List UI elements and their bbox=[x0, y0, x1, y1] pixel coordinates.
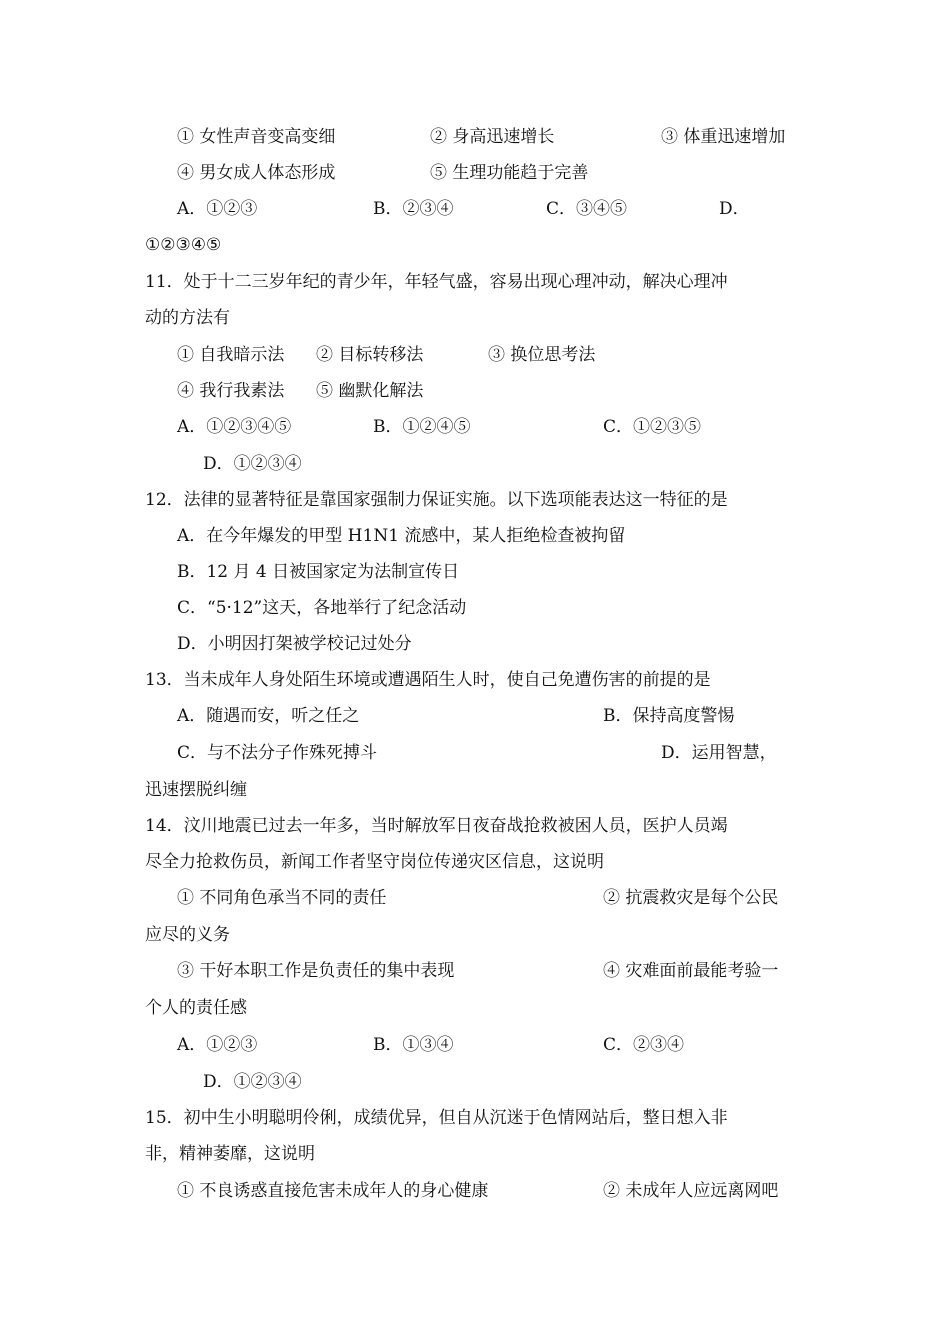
q10-option-3: ③ 体重迅速增加 bbox=[661, 127, 786, 147]
q10-answer-b: B．②③④ bbox=[373, 199, 454, 219]
q13-answer-c: C．与不法分子作殊死搏斗 bbox=[177, 743, 378, 763]
q15-stem-line-1: 15．初中生小明聪明伶俐，成绩优异，但自从沉迷于色情网站后，整日想入非 bbox=[145, 1108, 728, 1128]
q11-option-3: ③ 换位思考法 bbox=[488, 345, 596, 365]
q14-option-4-cont: 个人的责任感 bbox=[145, 998, 247, 1018]
q12-answer-a: A．在今年爆发的甲型 H1N1 流感中，某人拒绝检查被拘留 bbox=[177, 526, 626, 546]
q14-answer-b: B．①③④ bbox=[373, 1035, 454, 1055]
q11-answer-d: D．①②③④ bbox=[203, 454, 302, 474]
q11-option-1: ① 自我暗示法 bbox=[177, 345, 285, 365]
q10-option-2: ② 身高迅速增长 bbox=[430, 127, 555, 147]
q10-answer-d-cont: ①②③④⑤ bbox=[145, 235, 222, 255]
q11-stem-line-1: 11．处于十二三岁年纪的青少年，年轻气盛，容易出现心理冲动，解决心理冲 bbox=[145, 272, 728, 292]
q14-option-2-cont: 应尽的义务 bbox=[145, 925, 230, 945]
q13-answer-b: B．保持高度警惕 bbox=[603, 706, 735, 726]
q11-answer-c: C．①②③⑤ bbox=[603, 417, 702, 437]
q10-answer-d: D． bbox=[719, 199, 750, 219]
q11-option-4: ④ 我行我素法 bbox=[177, 381, 285, 401]
q11-option-5: ⑤ 幽默化解法 bbox=[316, 381, 424, 401]
q12-stem: 12．法律的显著特征是靠国家强制力保证实施。以下选项能表达这一特征的是 bbox=[145, 490, 728, 510]
q13-stem: 13．当未成年人身处陌生环境或遭遇陌生人时，使自己免遭伤害的前提的是 bbox=[145, 670, 711, 690]
q12-answer-d: D．小明因打架被学校记过处分 bbox=[177, 634, 412, 654]
q13-answer-d-cont: 迅速摆脱纠缠 bbox=[145, 780, 247, 800]
q14-answer-c: C．②③④ bbox=[603, 1035, 685, 1055]
q11-answer-a: A．①②③④⑤ bbox=[177, 417, 292, 437]
q13-answer-a: A．随遇而安，听之任之 bbox=[177, 706, 360, 726]
q12-answer-c: C．“5·12”这天，各地举行了纪念活动 bbox=[177, 598, 467, 618]
q10-option-1: ① 女性声音变高变细 bbox=[177, 127, 336, 147]
q13-answer-d: D．运用智慧， bbox=[661, 743, 777, 763]
q10-option-4: ④ 男女成人体态形成 bbox=[177, 163, 336, 183]
q14-stem-line-1: 14．汶川地震已过去一年多，当时解放军日夜奋战抢救被困人员，医护人员竭 bbox=[145, 816, 728, 836]
q12-answer-b: B．12 月 4 日被国家定为法制宣传日 bbox=[177, 562, 460, 582]
q10-answer-a: A．①②③ bbox=[177, 199, 258, 219]
q11-answer-b: B．①②④⑤ bbox=[373, 417, 471, 437]
q15-option-1: ① 不良诱惑直接危害未成年人的身心健康 bbox=[177, 1181, 489, 1201]
q10-option-5: ⑤ 生理功能趋于完善 bbox=[430, 163, 589, 183]
q11-option-2: ② 目标转移法 bbox=[316, 345, 424, 365]
q14-option-2: ② 抗震救灾是每个公民 bbox=[603, 888, 779, 908]
q15-option-2: ② 未成年人应远离网吧 bbox=[603, 1181, 779, 1201]
q14-option-3: ③ 干好本职工作是负责任的集中表现 bbox=[177, 961, 455, 981]
q11-stem-line-2: 动的方法有 bbox=[145, 308, 230, 328]
q14-option-1: ① 不同角色承当不同的责任 bbox=[177, 888, 387, 908]
q14-stem-line-2: 尽全力抢救伤员，新闻工作者坚守岗位传递灾区信息，这说明 bbox=[145, 852, 604, 872]
q10-answer-c: C．③④⑤ bbox=[546, 199, 628, 219]
q15-stem-line-2: 非，精神萎靡，这说明 bbox=[145, 1144, 315, 1164]
q14-answer-d: D．①②③④ bbox=[203, 1072, 302, 1092]
q14-option-4: ④ 灾难面前最能考验一 bbox=[603, 961, 779, 981]
q14-answer-a: A．①②③ bbox=[177, 1035, 258, 1055]
